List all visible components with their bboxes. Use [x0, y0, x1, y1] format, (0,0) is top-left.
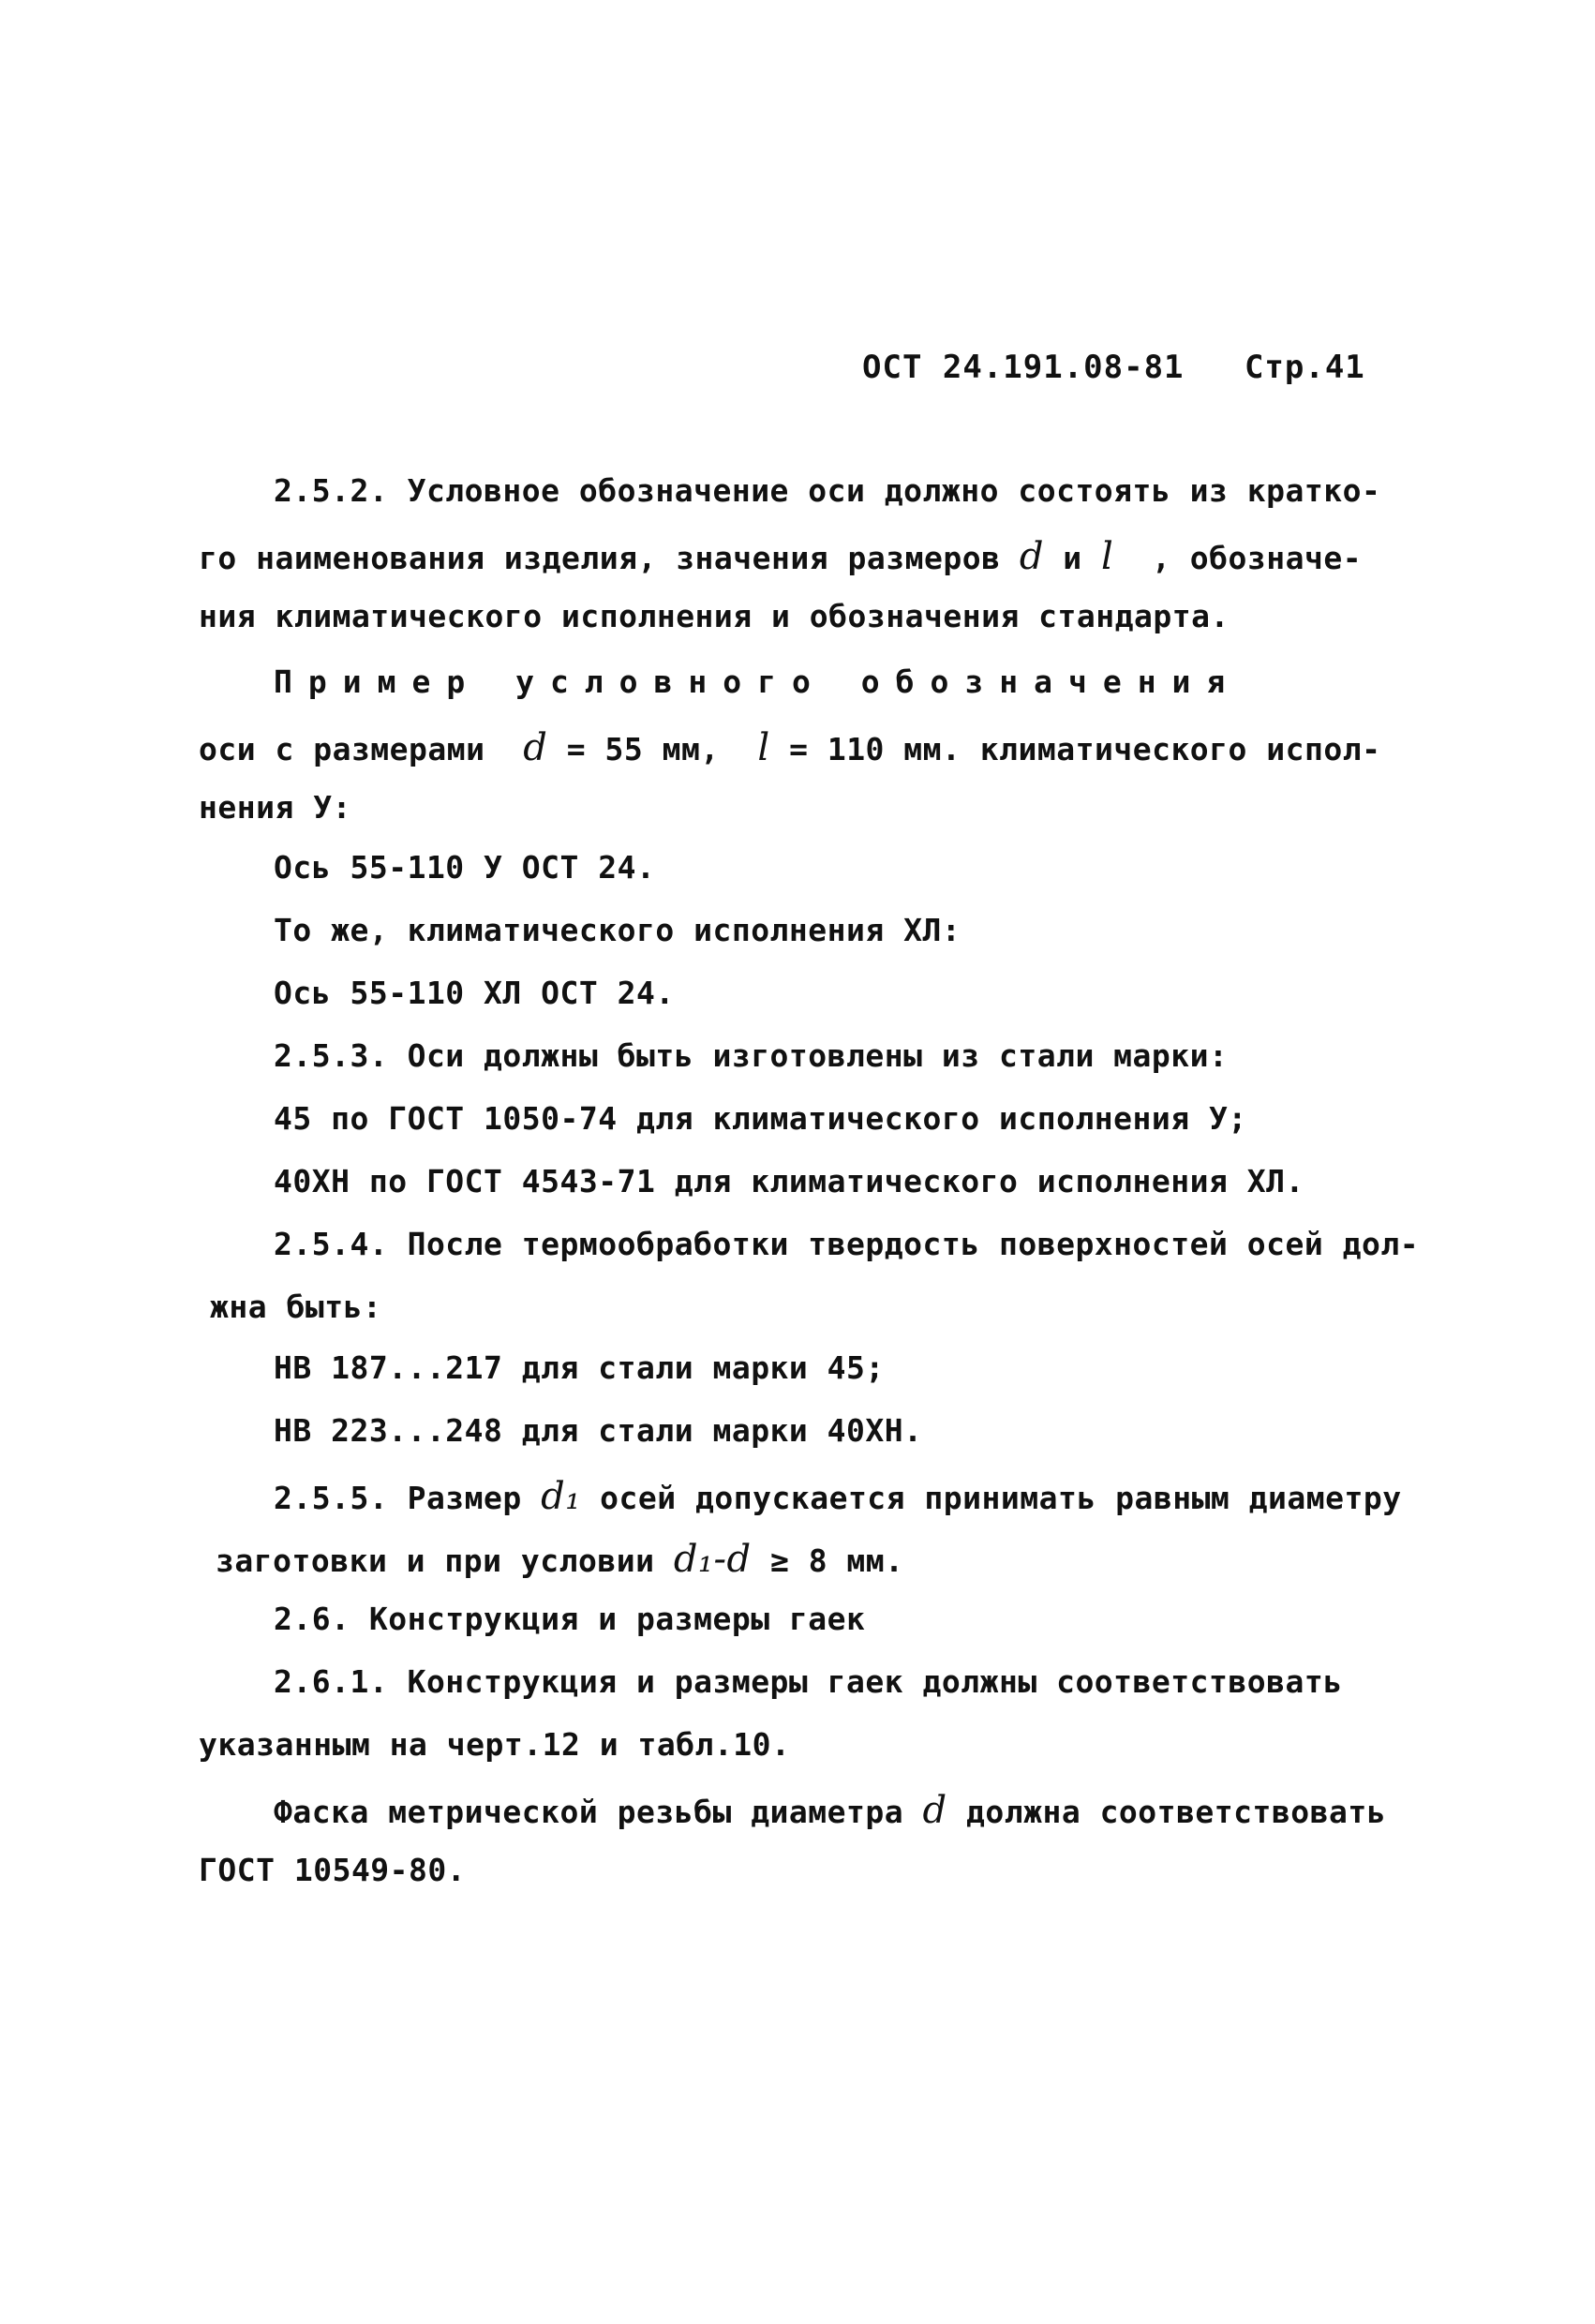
text-line: [274, 912, 961, 948]
text-line: [210, 1289, 381, 1325]
text-span: должна соответствовать: [947, 1794, 1387, 1830]
text-line: [274, 1475, 1402, 1518]
text-span: 2.5.3. Оси должны быть изготовлены из стали марки:: [274, 1037, 1229, 1074]
text-span: 2.6.1. Конструкция и размеры гаек должны соответствовать: [274, 1663, 1343, 1700]
section-heading: [274, 1601, 865, 1637]
text-line: [199, 726, 1380, 769]
text-line: [274, 1412, 923, 1449]
text-span: 2.5.4. После термообработки твердость поверхностей осей дол-: [274, 1226, 1420, 1262]
text-span: Ось 55-110 ХЛ ОСТ 24.: [274, 975, 675, 1011]
text-span: НВ 187...217 для стали марки 45;: [274, 1349, 885, 1386]
text-span: Ось 55-110 У ОСТ 24.: [274, 849, 656, 886]
text-span: указанным на черт.12 и табл.10.: [199, 1726, 791, 1763]
text-line: [274, 1100, 1247, 1137]
symbol-l: l: [1101, 535, 1114, 578]
text-line: [274, 1789, 1386, 1832]
text-line: [199, 535, 1362, 578]
text-span: го наименования изделия, значения размеров: [199, 540, 1020, 576]
text-line: [274, 472, 1380, 509]
text-span: , обозначе-: [1113, 540, 1363, 576]
text-line: [199, 1852, 466, 1888]
text-line: [274, 1349, 885, 1386]
symbol-l: l: [757, 726, 770, 769]
text-span: Пример условного обозначения: [274, 663, 1242, 700]
text-span: 45 по ГОСТ 1050-74 для климатического исполнения У;: [274, 1100, 1247, 1137]
text-line: [274, 1226, 1419, 1262]
text-line: [274, 1037, 1228, 1074]
text-line: [274, 975, 675, 1011]
symbol-d: d: [523, 726, 548, 769]
text-span: 40ХН по ГОСТ 4543-71 для климатического исполнения ХЛ.: [274, 1163, 1304, 1199]
doc-number: ОСТ 24.191.08-81: [862, 349, 1185, 386]
page-header: [862, 349, 1365, 386]
spaced-heading: [274, 663, 1241, 700]
text-span: НВ 223...248 для стали марки 40ХН.: [274, 1412, 923, 1449]
text-span: ≥ 8 мм.: [751, 1542, 904, 1579]
text-line: [274, 849, 655, 886]
text-span: ГОСТ 10549-80.: [199, 1852, 467, 1888]
text-span: Фаска метрической резьбы диаметра: [274, 1794, 923, 1830]
text-line: [216, 1538, 904, 1581]
text-span: То же, климатического исполнения ХЛ:: [274, 912, 961, 948]
text-line: [274, 1663, 1343, 1700]
symbol-d: d: [922, 1789, 947, 1832]
text-span: жна быть:: [210, 1289, 382, 1325]
text-span: 2.5.2. Условное обозначение оси должно состоять из кратко-: [274, 472, 1381, 509]
symbol-d: d: [1019, 535, 1044, 578]
text-span: 2.5.5. Размер: [274, 1480, 542, 1516]
text-span: нения У:: [199, 789, 351, 826]
text-span: = 110 мм. климатического испол-: [769, 731, 1381, 767]
text-span: 2.6. Конструкция и размеры гаек: [274, 1601, 866, 1637]
text-span: осей допускается принимать равным диаметру: [580, 1480, 1402, 1516]
text-span: и: [1043, 540, 1102, 576]
page-number: Стр.41: [1244, 349, 1365, 386]
text-span: заготовки и при условии: [216, 1542, 674, 1579]
text-line: [274, 1163, 1304, 1199]
formula-expression: d₁-d: [673, 1538, 752, 1581]
text-span: оси с размерами: [199, 731, 524, 767]
text-span: ния климатического исполнения и обозначения стандарта.: [199, 598, 1230, 634]
text-line: [199, 1726, 790, 1763]
symbol-d1: d₁: [541, 1475, 581, 1518]
text-line: [199, 789, 351, 826]
text-span: = 55 мм,: [547, 731, 758, 767]
text-line: [199, 598, 1230, 634]
